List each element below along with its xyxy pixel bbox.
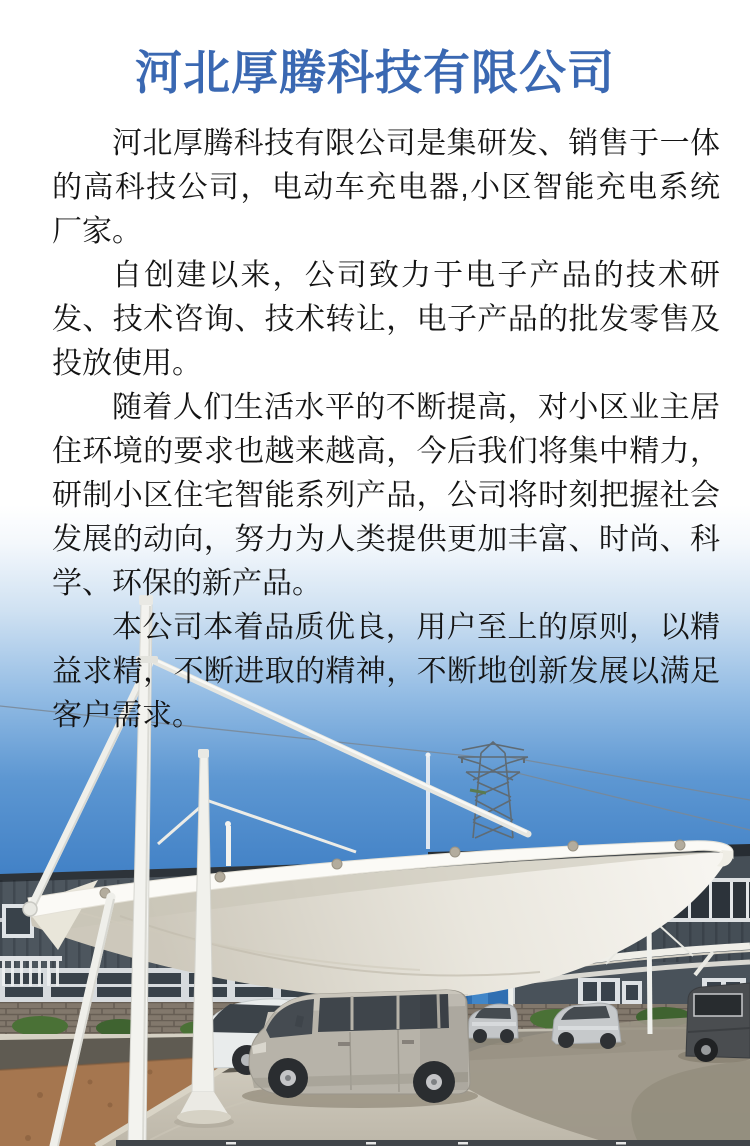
page-title: 河北厚腾科技有限公司: [135, 46, 615, 99]
intro-paragraph: 河北厚腾科技有限公司是集研发、销售于一体的高科技公司，电动车充电器,小区智能充电系统厂家。: [52, 127, 720, 249]
distant-mast: [426, 753, 431, 850]
intro-paragraph: 随着人们生活水平的不断提高，对小区业主居住环境的要求也越来越高，今后我们将集中精力，研制小区住宅智能系列产品，公司将时刻把握社会发展的动向，努力为人类提供更加丰富、时尚、科学、环保的新产品。: [52, 391, 720, 601]
silver-sedan: [552, 1003, 621, 1049]
bottom-strip: [116, 1140, 750, 1146]
company-introduction: [0, 122, 750, 738]
intro-paragraph: 本公司本着品质优良，用户至上的原则，以精益求精，不断进取的精神，不断地创新发展以满足客户需求。: [52, 611, 720, 733]
dark-van: [686, 983, 750, 1062]
silver-minivan: [249, 990, 470, 1103]
intro-paragraph: 自创建以来，公司致力于电子产品的技术研发、技术咨询、技术转让，电子产品的批发零售及投放使用。: [52, 259, 720, 381]
